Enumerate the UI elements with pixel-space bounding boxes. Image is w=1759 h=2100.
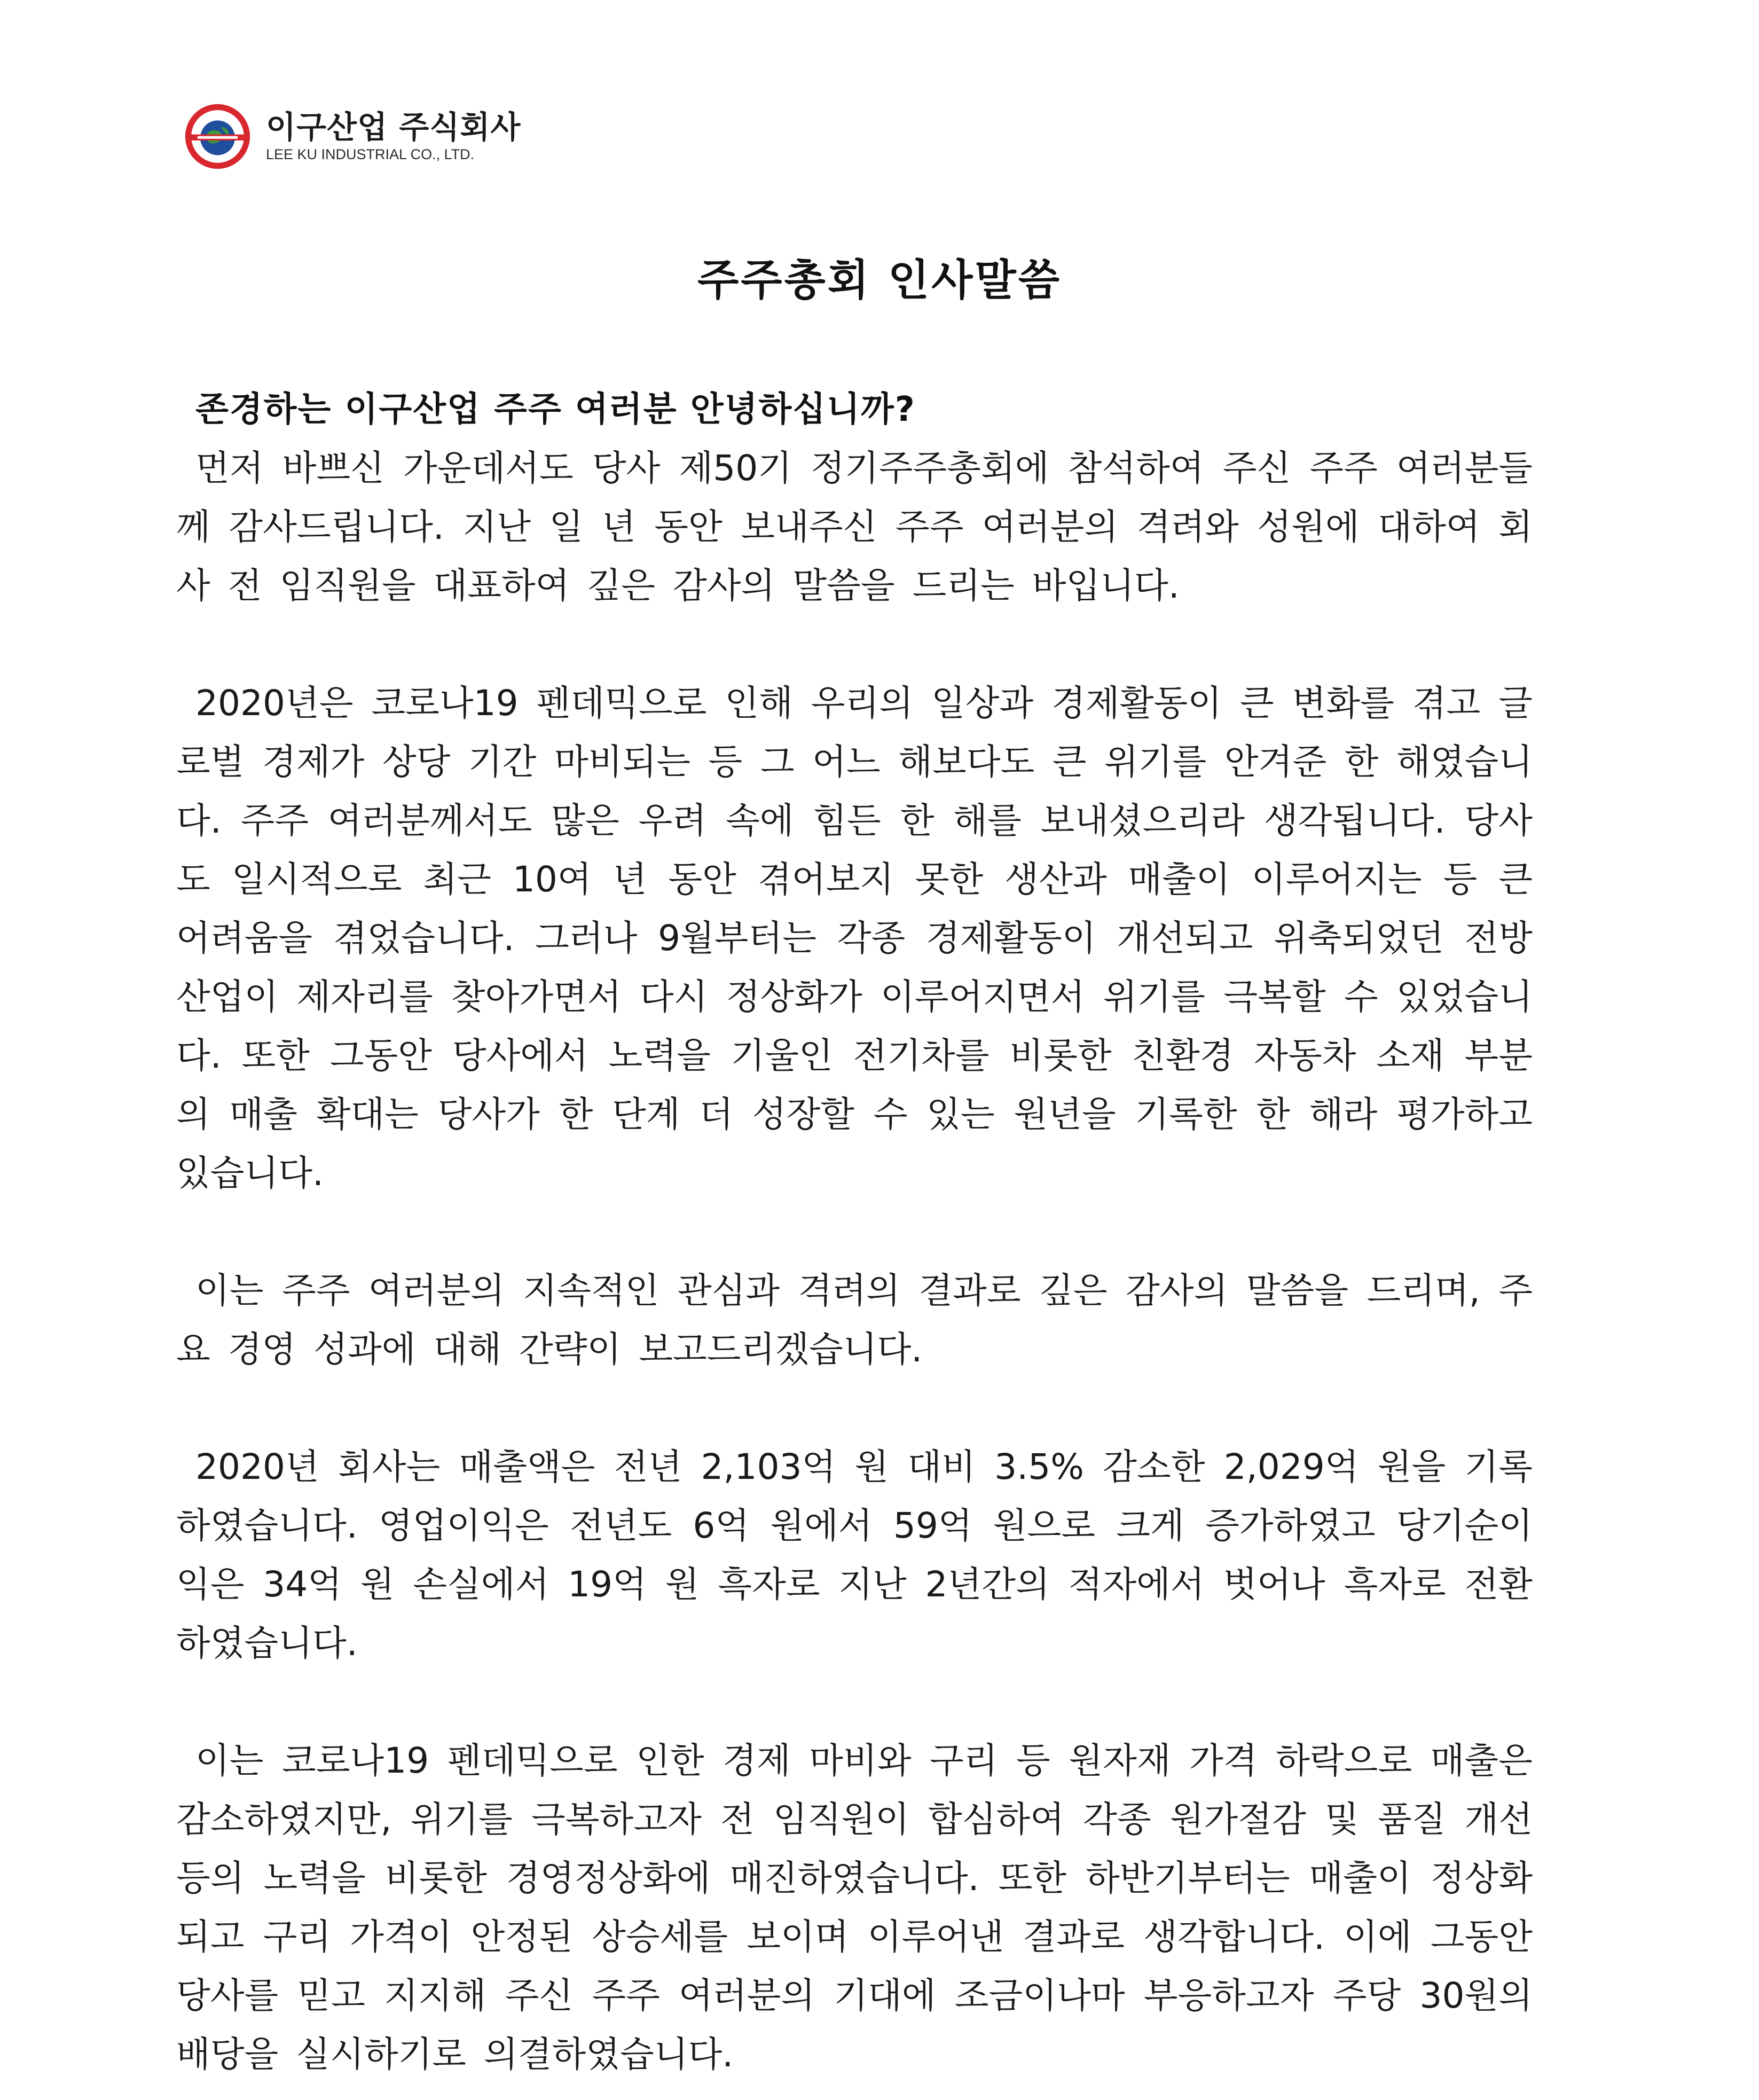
- company-name-block: [266, 109, 521, 163]
- company-name-english: LEE KU INDUSTRIAL CO., LTD.: [266, 146, 475, 162]
- globe-ring-logo-icon: [184, 103, 251, 170]
- paragraph-3: 이는 주주 여러분의 지속적인 관심과 격려의 결과로 깊은 감사의 말씀을 드리며, 주요 경영 성과에 대해 간략이 보고드리겠습니다.: [176, 1270, 1533, 1370]
- paragraph-5: 이는 코로나19 펜데믹으로 인한 경제 마비와 구리 등 원자재 가격 하락으로 매출은 감소하였지만, 위기를 극복하고자 전 임직원이 합심하여 각종 원가절감 및 품질 개선 등의 노력을 비롯한 경영정상화에 매진하였습니다. 또한 하반기부터는 매출이 정상화되고 구리 가격이 안정된 상승세를 보이며 이루어낸 결과로 생각합니다. 이에 그동안 당사를 믿고 지지해 주신 주주 여러분의 기대에 조금이나마 부응하고자 주당 30원의 배당을 실시하기로 의결하였습니다.: [176, 1740, 1533, 2075]
- paragraph-spacer: [176, 1673, 1533, 1731]
- paragraph-2: 2020년은 코로나19 펜데믹으로 인해 우리의 일상과 경제활동이 큰 변화를 겪고 글로벌 경제가 상당 기간 마비되는 등 그 어느 해보다도 큰 위기를 안겨준 한 해였습니다. 주주 여러분께서도 많은 우려 속에 힘든 한 해를 보내셨으리라 생각됩니다. 당사도 일시적으로 최근 10여 년 동안 겪어보지 못한 생산과 매출이 이루어지는 등 큰 어려움을 겪었습니다. 그러나 9월부터는 각종 경제활동이 개선되고 위축되었던 전방 산업이 제자리를 찾아가면서 다시 정상화가 이루어지면서 위기를 극복할 수 있었습니다. 또한 그동안 당사에서 노력을 기울인 전기차를 비롯한 친환경 자동차 소재 부분의 매출 확대는 당사가 한 단계 더 성장할 수 있는 원년을 기록한 한 해라 평가하고 있습니다.: [176, 683, 1533, 1194]
- document-title: 주주총회 인사말씀: [697, 255, 1062, 305]
- paragraph-4: 2020년 회사는 매출액은 전년 2,103억 원 대비 3.5% 감소한 2,029억 원을 기록하였습니다. 영업이익은 전년도 6억 원에서 59억 원으로 크게 증가하였고 당기순이익은 34억 원 손실에서 19억 원 흑자로 지난 2년간의 적자에서 벗어나 흑자로 전환하였습니다.: [176, 1446, 1533, 1664]
- paragraph-1: 먼저 바쁘신 가운데서도 당사 제50기 정기주주총회에 참석하여 주신 주주 여러분들께 감사드립니다. 지난 일 년 동안 보내주신 주주 여러분의 격려와 성원에 대하여 회사 전 임직원을 대표하여 깊은 감사의 말씀을 드리는 바입니다.: [176, 448, 1533, 606]
- greeting-line: 존경하는 이구산업 주주 여러분 안녕하십니까?: [195, 390, 916, 429]
- paragraph-spacer: [176, 1379, 1533, 1438]
- letterhead: [184, 101, 521, 171]
- paragraph-spacer: [176, 615, 1533, 674]
- document-body: [176, 380, 1533, 2084]
- paragraph-spacer: [176, 1203, 1533, 1261]
- company-name-korean: 이구산업 주식회사: [266, 109, 521, 145]
